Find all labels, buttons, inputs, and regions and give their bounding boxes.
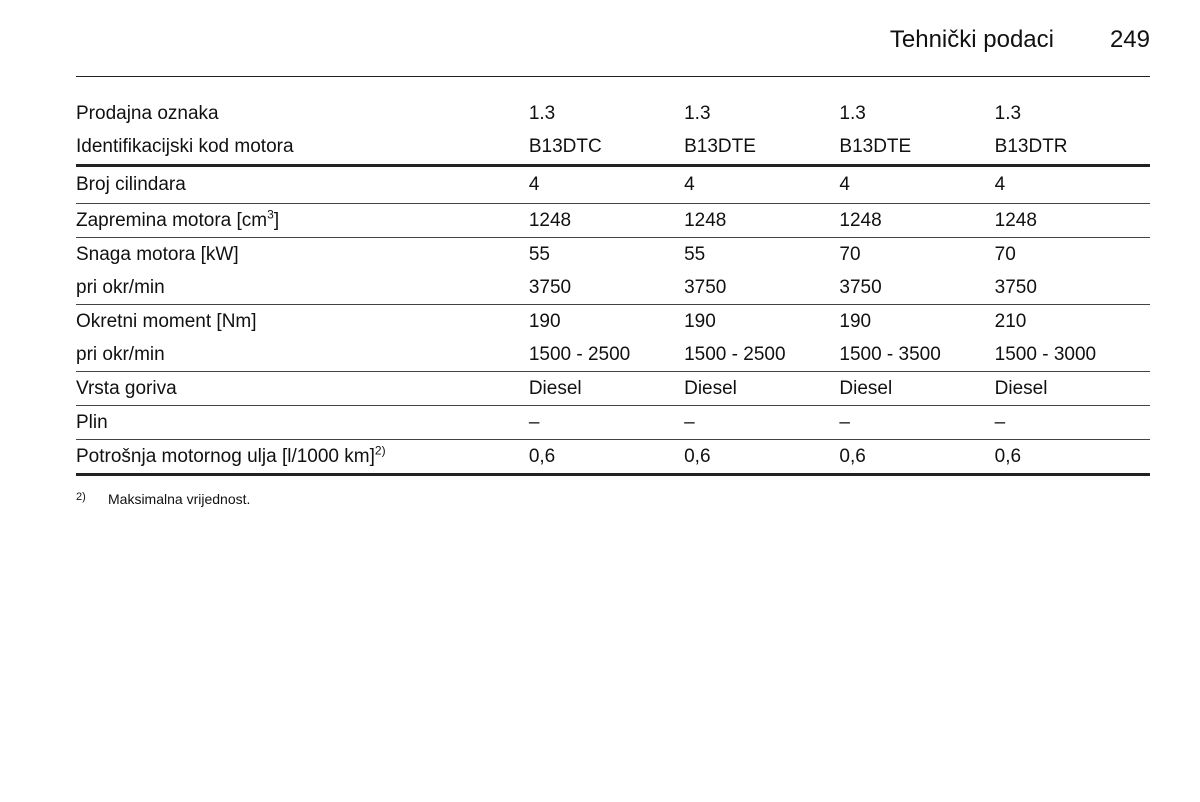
table-cell: 190 xyxy=(528,310,561,332)
row-label: Okretni moment [Nm] xyxy=(76,310,257,332)
row-label xyxy=(76,440,529,475)
table-cell: 1500 - 2500 xyxy=(684,338,839,372)
row-label: pri okr/min xyxy=(76,271,529,305)
header-label: Identifikacijski kod motora xyxy=(76,130,529,166)
engine-spec-table xyxy=(76,95,1150,476)
table-cell: 1248 xyxy=(995,204,1150,238)
table-cell: – xyxy=(529,406,684,440)
table-cell: 55 xyxy=(684,243,706,265)
table-cell: 55 xyxy=(528,243,550,265)
table-header-row xyxy=(76,130,1150,166)
header-cell: 1.3 xyxy=(528,102,556,124)
header-cell: 1.3 xyxy=(839,102,866,124)
table-row xyxy=(76,238,1150,272)
table-cell: 70 xyxy=(994,243,1016,265)
table-cell: 190 xyxy=(684,310,716,332)
row-label: Broj cilindara xyxy=(76,166,529,204)
row-label-text: Zapremina motora [cm xyxy=(76,209,268,231)
table-cell: 0,6 xyxy=(684,440,839,475)
table-cell: 3750 xyxy=(839,271,994,305)
table-cell: 0,6 xyxy=(529,440,684,475)
table-cell: 1500 - 3500 xyxy=(839,338,994,372)
table-cell: 1500 - 2500 xyxy=(529,338,684,372)
header-label: Prodajna oznaka xyxy=(76,102,219,124)
row-label: Plin xyxy=(76,406,529,440)
table-cell: 1248 xyxy=(529,204,684,238)
table-row xyxy=(76,338,1150,372)
header-cell: B13DTR xyxy=(995,130,1150,166)
superscript: 3 xyxy=(267,207,274,222)
footnote-mark: 2) xyxy=(76,491,86,503)
table-row xyxy=(76,372,1150,406)
page-header xyxy=(76,0,1150,77)
table-cell: 0,6 xyxy=(839,440,994,475)
table-cell: 3750 xyxy=(529,271,684,305)
row-label: Vrsta goriva xyxy=(76,372,529,406)
row-label-text: Potrošnja motornog ulja [l/1000 km] xyxy=(76,445,375,467)
table-cell: 1248 xyxy=(684,204,839,238)
table-cell: 4 xyxy=(995,166,1150,204)
header-cell: B13DTC xyxy=(529,130,684,166)
table-row xyxy=(76,204,1150,238)
table-cell: 1500 - 3000 xyxy=(995,338,1150,372)
footnote xyxy=(76,490,250,508)
table-header-row xyxy=(76,95,1150,130)
table-cell: Diesel xyxy=(995,372,1150,406)
table-cell: 3750 xyxy=(684,271,839,305)
table-cell: Diesel xyxy=(839,372,994,406)
header-cell: 1.3 xyxy=(684,102,711,124)
footnote-ref: 2) xyxy=(374,443,386,458)
table-cell: 3750 xyxy=(995,271,1150,305)
footnote-text: Maksimalna vrijednost. xyxy=(108,491,251,507)
table-cell: 210 xyxy=(994,310,1027,332)
header-cell: B13DTE xyxy=(684,130,839,166)
row-label xyxy=(76,204,529,238)
table-cell: 1248 xyxy=(839,204,994,238)
table-row xyxy=(76,440,1150,475)
header-cell: B13DTE xyxy=(839,130,994,166)
table-cell: 4 xyxy=(839,166,994,204)
table-cell: – xyxy=(995,406,1150,440)
table-cell: Diesel xyxy=(684,372,839,406)
row-label-text: ] xyxy=(273,209,280,231)
table-cell: 190 xyxy=(839,310,872,332)
table-cell: Diesel xyxy=(529,372,684,406)
row-label: Snaga motora [kW] xyxy=(76,243,239,265)
row-label: pri okr/min xyxy=(76,338,529,372)
header-cell: 1.3 xyxy=(994,102,1022,124)
table-row xyxy=(76,166,1150,204)
table-row xyxy=(76,305,1150,339)
table-cell: 4 xyxy=(529,166,684,204)
table-cell: 0,6 xyxy=(995,440,1150,475)
table-cell: – xyxy=(839,406,994,440)
table-row xyxy=(76,406,1150,440)
section-title: Tehnički podaci xyxy=(889,26,1054,53)
table-cell: 4 xyxy=(684,166,839,204)
page-number: 249 xyxy=(1109,26,1150,53)
table-cell: – xyxy=(684,406,839,440)
table-cell: 70 xyxy=(839,243,861,265)
table-row xyxy=(76,271,1150,305)
